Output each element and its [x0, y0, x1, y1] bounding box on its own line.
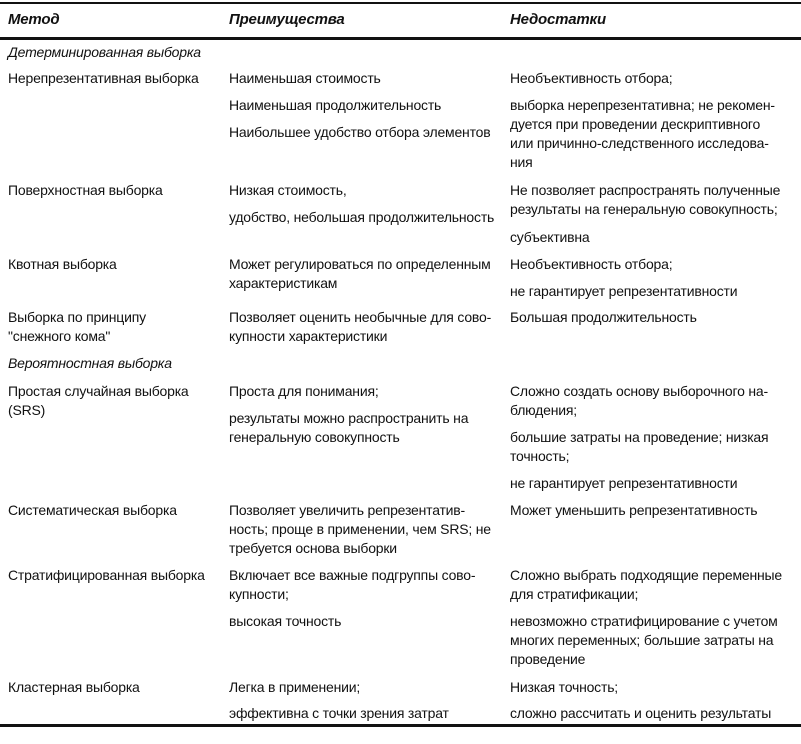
advantage-item: Легка в применении; — [229, 679, 361, 695]
advantage-item: результаты можно распространить на генеральную совокупность — [229, 410, 469, 445]
table-header-rule — [0, 37, 801, 40]
advantage-item: Наименьшая продолжительность — [229, 97, 442, 113]
advantage-item: высокая точность — [229, 613, 342, 629]
disadvantage-item: Необъективность отбора; — [510, 70, 673, 86]
disadvantage-item: Низкая точность; — [510, 679, 618, 695]
table-bottom-rule — [0, 724, 801, 727]
method-cell: Простая случайная выборка (SRS) — [8, 383, 189, 418]
disadvantage-item: не гарантирует репрезентативности — [510, 283, 738, 299]
column-header-advantages: Преимущества — [229, 11, 345, 28]
method-cell: Нерепрезентативная выборка — [8, 70, 199, 86]
method-cell: Стратифицированная выборка — [8, 567, 205, 583]
table-top-rule — [0, 2, 801, 4]
advantage-item: Низкая стоимость, — [229, 182, 347, 198]
disadvantage-item: сложно рассчитать и оценить результаты — [510, 705, 772, 721]
advantage-item: эффективна с точки зрения затрат — [229, 705, 449, 721]
advantage-item: Наименьшая стоимость — [229, 70, 381, 86]
disadvantage-item: невозможно стратифицирование с учетом многих переменных; большие затраты на проведение — [510, 613, 778, 667]
advantage-item: Может регулироваться по определенным характеристикам — [229, 256, 491, 291]
section-deterministic: Детерминированная выборка — [8, 44, 201, 60]
method-cell: Квотная выборка — [8, 256, 117, 272]
section-probabilistic: Вероятностная выборка — [8, 355, 172, 371]
disadvantage-item: большие затраты на проведение; низкая точность; — [510, 429, 769, 464]
advantage-item: Позволяет оценить необычные для сово- купности характеристики — [229, 309, 492, 344]
disadvantage-item: субъективна — [510, 229, 590, 245]
column-header-method: Метод — [8, 11, 60, 28]
advantage-item: Наибольшее удобство отбора элементов — [229, 124, 491, 140]
method-cell: Кластерная выборка — [8, 679, 140, 695]
disadvantage-item: не гарантирует репрезентативности — [510, 475, 738, 491]
advantage-item: Включает все важные подгруппы сово- купности; — [229, 567, 476, 602]
advantage-item: Проста для понимания; — [229, 383, 379, 399]
disadvantage-item: Сложно выбрать подходящие переменные для стратификации; — [510, 567, 782, 602]
disadvantage-item: Необъективность отбора; — [510, 256, 673, 272]
disadvantage-item: Большая продолжительность — [510, 309, 697, 325]
advantage-item: удобство, небольшая продолжительность — [229, 209, 495, 225]
disadvantage-item: выборка нерепрезентативна; не рекомен- дуется при проведении дескриптивного или причинно-следственного исследова- ния — [510, 97, 775, 170]
method-cell: Систематическая выборка — [8, 502, 177, 518]
disadvantage-item: Сложно создать основу выборочного на- блюдения; — [510, 383, 768, 418]
method-cell: Поверхностная выборка — [8, 182, 163, 198]
disadvantage-item: Может уменьшить репрезентативность — [510, 502, 758, 518]
column-header-disadvantages: Недостатки — [510, 11, 606, 28]
disadvantage-item: Не позволяет распространять полученные результаты на генеральную совокупность; — [510, 182, 781, 217]
method-cell: Выборка по принципу "снежного кома" — [8, 309, 146, 344]
advantage-item: Позволяет увеличить репрезентатив- ность; проще в применении, чем SRS; не требуется основа выборки — [229, 502, 491, 556]
